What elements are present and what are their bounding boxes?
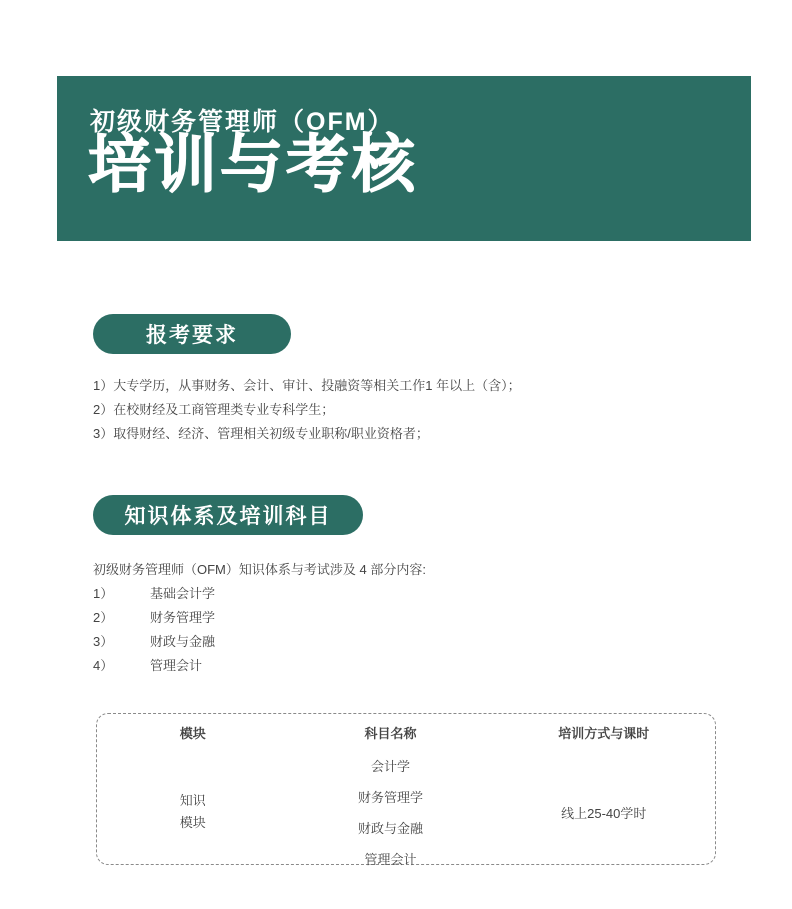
section-pill-knowledge-label: 知识体系及培训科目 <box>124 505 332 528</box>
table-cell-module <box>97 750 289 874</box>
knowledge-intro: 初级财务管理师（OFM）知识体系与考试涉及 4 部分内容: <box>93 562 426 577</box>
knowledge-items-list <box>93 582 733 678</box>
table-cell-subject: 会计学 <box>371 759 411 774</box>
list-item-number: 4） <box>93 658 114 673</box>
list-item-number: 2） <box>93 610 114 625</box>
header-banner <box>57 76 751 241</box>
list-item-label: 管理会计 <box>150 658 203 673</box>
list-item <box>93 654 733 678</box>
table-cell-subject: 财务管理学 <box>358 790 424 805</box>
table-cell-subject: 管理会计 <box>364 852 417 867</box>
list-item-number: 1） <box>93 586 114 601</box>
course-table <box>96 713 716 865</box>
section-pill-requirements <box>93 314 291 354</box>
banner-subtitle: 初级财务管理师（OFM） <box>90 108 395 136</box>
table-row <box>97 750 715 781</box>
section-pill-knowledge <box>93 495 363 535</box>
list-item <box>93 630 733 654</box>
list-item-label: 基础会计学 <box>150 586 216 601</box>
list-item <box>93 582 733 606</box>
table-cell-training: 线上25-40学时 <box>561 805 647 821</box>
table-cell-subject: 财政与金融 <box>358 821 424 836</box>
requirement-item: 3）取得财经、经济、管理相关初级专业职称/职业资格者； <box>93 426 429 441</box>
list-item <box>93 606 733 630</box>
module-label-line2: 模块 <box>179 815 206 830</box>
table-row <box>97 714 715 750</box>
list-item-label: 财务管理学 <box>150 610 216 625</box>
section-pill-requirements-label: 报考要求 <box>146 324 238 347</box>
module-label-line1: 知识 <box>179 793 206 808</box>
requirement-item: 2）在校财经及工商管理类专业专科学生； <box>93 402 335 417</box>
banner-title: 培训与考核 <box>88 130 418 200</box>
table-header-module: 模块 <box>179 725 206 741</box>
requirements-list <box>93 374 733 446</box>
table-header-subject: 科目名称 <box>364 725 417 741</box>
requirement-item: 1）大专学历，从事财务、会计、审计、投融资等相关工作1 年以上（含）； <box>93 378 521 393</box>
list-item-label: 财政与金融 <box>150 634 216 649</box>
table-header-training: 培训方式与课时 <box>558 725 650 741</box>
list-item-number: 3） <box>93 634 114 649</box>
